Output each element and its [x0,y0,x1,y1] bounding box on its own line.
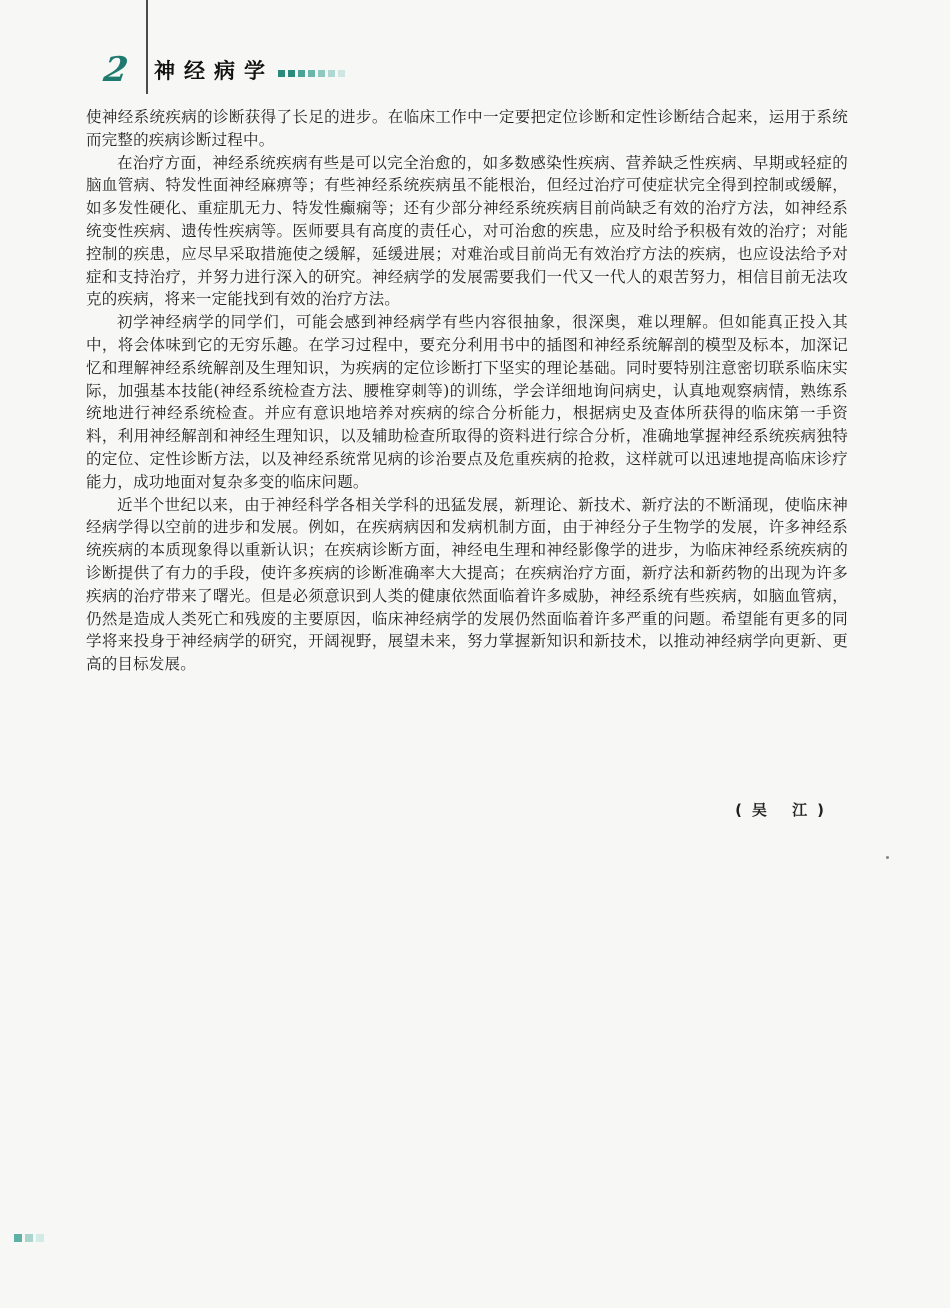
book-title: 神经病学 [154,59,274,83]
scan-speck [886,856,889,859]
footer-decoration [14,1234,44,1242]
decor-square [36,1234,44,1242]
running-header [101,50,345,90]
decor-square [308,70,315,77]
decor-square [318,70,325,77]
decor-square [338,70,345,77]
paragraph: 在治疗方面，神经系统疾病有些是可以完全治愈的，如多数感染性疾病、营养缺乏性疾病、早期或轻症的脑血管病、特发性面神经麻痹等；有些神经系统疾病虽不能根治，但经过治疗可使症状完全得到控制或缓解，如多发性硬化、重症肌无力、特发性癫痫等；还有少部分神经系统疾病目前尚缺乏有效的治疗方法，如神经系统变性疾病、遗传性疾病等。医师要具有高度的责任心，对可治愈的疾患，应及时给予积极有效的治疗；对能控制的疾患，应尽早采取措施使之缓解，延缓进展；对难治或目前尚无有效治疗方法的疾病，也应设法给予对症和支持治疗，并努力进行深入的研究。神经病学的发展需要我们一代又一代人的艰苦努力，相信目前无法攻克的疾病，将来一定能找到有效的治疗方法。 [86,153,848,309]
paragraph: 使神经系统疾病的诊断获得了长足的进步。在临床工作中一定要把定位诊断和定性诊断结合起来，运用于系统而完整的疾病诊断过程中。 [86,108,848,149]
author-signature: (吴 江) [735,801,834,819]
decor-square [278,70,285,77]
header-decoration [278,70,345,77]
paragraph: 初学神经病学的同学们，可能会感到神经病学有些内容很抽象，很深奥，难以理解。但如能真正投入其中，将会体味到它的无穷乐趣。在学习过程中，要充分利用书中的插图和神经系统解剖的模型及标本，加深记忆和理解神经系统解剖及生理知识，为疾病的定位诊断打下坚实的理论基础。同时要特别注意密切联系临床实际，加强基本技能(神经系统检查方法、腰椎穿刺等)的训练，学会详细地询问病史，认真地观察病情，熟练系统地进行神经系统检查。并应有意识地培养对疾病的综合分析能力，根据病史及查体所获得的临床第一手资料，利用神经解剖和神经生理知识，以及辅助检查所取得的资料进行综合分析，准确地掌握神经系统疾病独特的定位、定性诊断方法，以及神经系统常见病的诊治要点及危重疾病的抢救，这样就可以迅速地提高临床诊疗能力，成功地面对复杂多变的临床问题。 [86,313,848,491]
paragraph: 近半个世纪以来，由于神经科学各相关学科的迅猛发展，新理论、新技术、新疗法的不断涌现，使临床神经病学得以空前的进步和发展。例如，在疾病病因和发病机制方面，由于神经分子生物学的发展，许多神经系统疾病的本质现象得以重新认识；在疾病诊断方面，神经电生理和神经影像学的进步，为临床神经系统疾病的诊断提供了有力的手段，使许多疾病的诊断准确率大大提高；在疾病治疗方面，新疗法和新药物的出现为许多疾病的治疗带来了曙光。但是必须意识到人类的健康依然面临着许多威胁，神经系统有些疾病，如脑血管病，仍然是造成人类死亡和残废的主要原因，临床神经病学的发展仍然面临着许多严重的问题。希望能有更多的同学将来投身于神经病学的研究，开阔视野，展望未来，努力掌握新知识和新技术，以推动神经病学向更新、更高的目标发展。 [86,495,848,674]
decor-square [14,1234,22,1242]
decor-square [288,70,295,77]
decor-square [298,70,305,77]
page-number: 2 [101,50,131,90]
body-text [86,106,848,676]
decor-square [328,70,335,77]
decor-square [25,1234,33,1242]
